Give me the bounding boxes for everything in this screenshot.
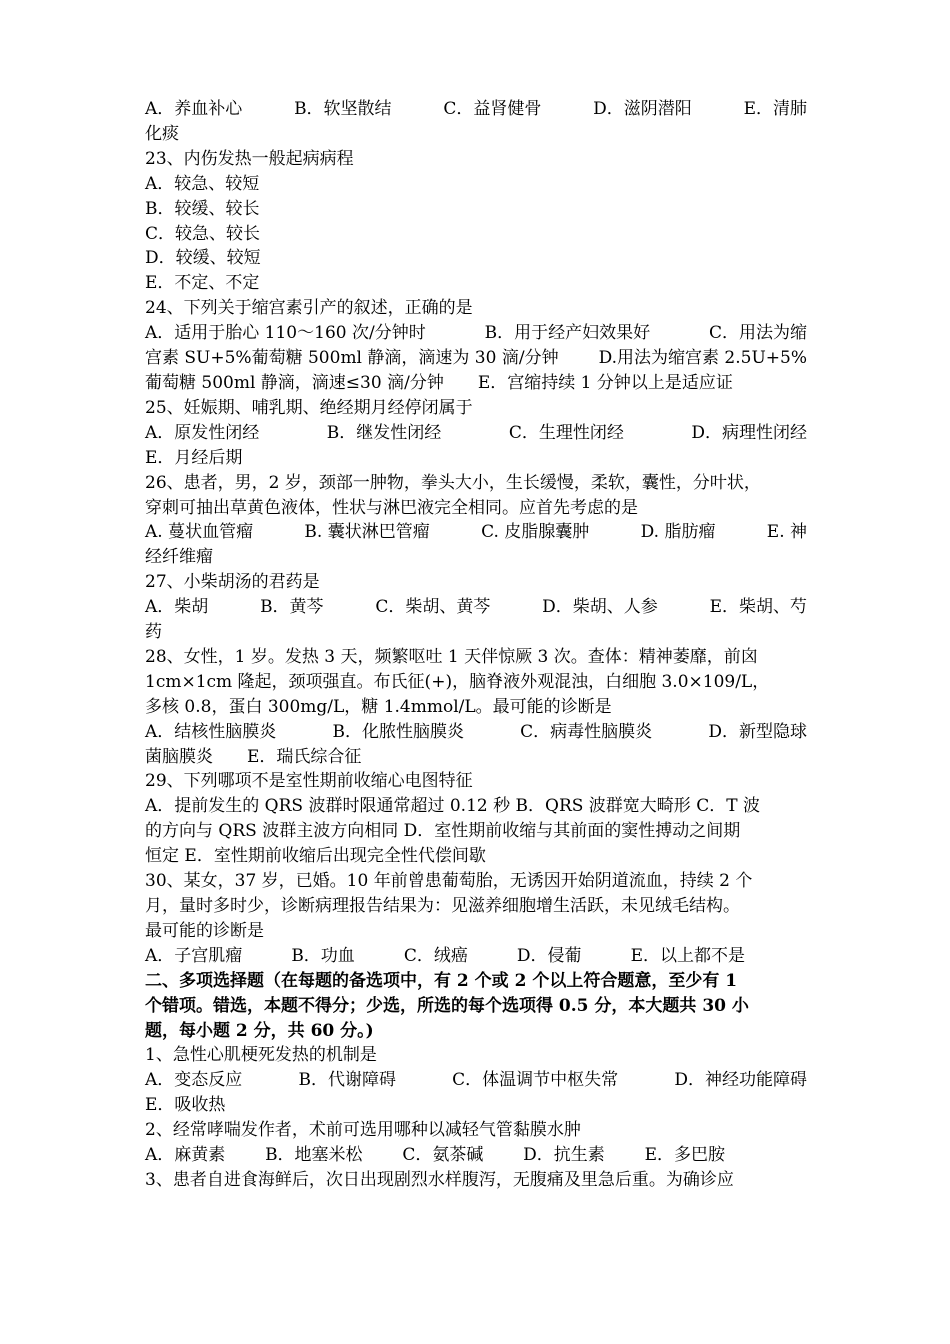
option: C．绒癌 (403, 945, 468, 966)
option: E．以上都不是 (630, 945, 745, 966)
option: C．益肾健骨 (443, 99, 542, 119)
question-24-stem: 24、下列关于缩宫素引产的叙述，正确的是 (145, 298, 473, 319)
option: C．病毒性脑膜炎 (520, 721, 653, 742)
q28-options-wrap (145, 745, 807, 770)
option: B．功血 (291, 945, 355, 966)
question-30-stem: 最可能的诊断是 (145, 920, 264, 941)
option: B．地塞米松 (265, 1145, 363, 1166)
option: A．原发性闭经 (145, 422, 260, 443)
q24-options-line (145, 346, 807, 371)
q22-options-wrap: 化痰 (145, 123, 179, 144)
option: E．月经后期 (145, 447, 243, 468)
section-heading: 个错项。错选，本题不得分；少选，所选的每个选项得 0.5 分，本大题共 30 小 (145, 995, 749, 1016)
option: E．吸收热 (145, 1095, 226, 1116)
option: B．较缓、较长 (145, 198, 260, 219)
option: D．病理性闭经 (691, 422, 807, 443)
option: 菌脑膜炎 (145, 746, 213, 767)
q29-options-line: A．提前发生的 QRS 波群时限通常超过 0.12 秒 B．QRS 波群宽大畸形 C．T 波 (145, 796, 760, 817)
option: E. 神 (766, 522, 807, 543)
option: A．麻黄素 (145, 1145, 226, 1166)
option: D．抗生素 (523, 1145, 605, 1166)
option: B．用于经产妇效果好 (484, 323, 651, 344)
question-26-stem: 穿刺可抽出草黄色液体，性状与淋巴液完全相同。应首先考虑的是 (145, 497, 638, 518)
option: B．代谢障碍 (298, 1070, 396, 1091)
option: B．化脓性脑膜炎 (332, 721, 464, 742)
m1-options-row (145, 1068, 807, 1093)
document-page (145, 97, 807, 1193)
q22-options-row (145, 97, 807, 122)
option: E．宫缩持续 1 分钟以上是适应证 (477, 372, 733, 393)
option: C．体温调节中枢失常 (452, 1070, 619, 1091)
q26-options-wrap: 经纤维瘤 (145, 547, 213, 568)
question-30-stem: 月，量时多时少，诊断病理报告结果为：见滋养细胞增生活跃，未见绒毛结构。 (145, 896, 740, 916)
option: D．较缓、较短 (145, 248, 261, 269)
option: C．较急、较长 (145, 223, 261, 244)
q25-options-row (145, 421, 807, 446)
question-25-stem: 25、妊娠期、哺乳期、绝经期月经停闭属于 (145, 397, 473, 418)
question-23-stem: 23、内伤发热一般起病病程 (145, 148, 354, 169)
option: B．黄芩 (260, 597, 324, 618)
q28-options-row (145, 720, 807, 745)
option: A．子宫肌瘤 (145, 945, 243, 966)
question-30-stem: 30、某女，37 岁，已婚。10 年前曾患葡萄胎，无诱因开始阴道流血，持续 2 个 (145, 871, 753, 892)
question-27-stem: 27、小柴胡汤的君药是 (145, 572, 320, 593)
option: E．柴胡、芍 (709, 597, 807, 618)
multi-question-1-stem: 1、急性心肌梗死发热的机制是 (145, 1045, 377, 1066)
q26-options-row (145, 520, 807, 545)
q30-options-row (145, 944, 745, 969)
section-heading: 二、多项选择题（在每题的备选项中，有 2 个或 2 个以上符合题意，至少有 1 (145, 970, 738, 991)
option: A. 蔓状血管瘤 (145, 522, 254, 543)
option: D. 脂肪瘤 (640, 522, 716, 543)
q27-options-wrap: 药 (145, 622, 162, 643)
question-28-stem: 28、女性，1 岁。发热 3 天，频繁呕吐 1 天伴惊厥 3 次。查体：精神萎靡，前囟 (145, 646, 758, 667)
question-26-stem: 26、患者，男，2 岁，颈部一肿物，拳头大小，生长缓慢，柔软，囊性，分叶状， (145, 472, 761, 493)
section-heading: 题，每小题 2 分，共 60 分。) (145, 1020, 374, 1041)
option: B．软坚散结 (294, 99, 392, 119)
option: E．多巴胺 (644, 1145, 725, 1166)
option: A．适用于胎心 110～160 次/分钟时 (145, 323, 426, 344)
option: B．继发性闭经 (326, 422, 442, 443)
option: A．柴胡 (145, 597, 209, 618)
option: E．不定、不定 (145, 273, 260, 294)
option: C. 皮脂腺囊肿 (481, 522, 590, 543)
q29-options-line: 恒定 E．室性期前收缩后出现完全性代偿间歇 (145, 846, 486, 867)
option: C．柴胡、黄芩 (375, 597, 491, 618)
option: E．清肺 (743, 99, 807, 119)
option: C．生理性闭经 (508, 422, 624, 443)
option: B. 囊状淋巴管瘤 (304, 522, 430, 543)
option: D．柴胡、人参 (542, 597, 658, 618)
m2-options-row (145, 1143, 725, 1168)
option: A．较急、较短 (145, 173, 260, 194)
option: D．新型隐球 (708, 721, 807, 742)
option: 宫素 SU+5%葡萄糖 500ml 静滴，滴速为 30 滴/分钟 (145, 348, 559, 369)
question-28-stem: 多核 0.8，蛋白 300mg/L，糖 1.4mmol/L。最可能的诊断是 (145, 696, 612, 717)
option: D.用法为缩宫素 2.5U+5% (598, 348, 807, 369)
question-28-stem: 1cm×1cm 隆起，颈项强直。布氏征(+)，脑脊液外观混浊，白细胞 3.0×109/L， (145, 671, 770, 692)
option: A．变态反应 (145, 1070, 243, 1091)
option: C．氨茶碱 (402, 1145, 484, 1166)
multi-question-2-stem: 2、经常哮喘发作者，术前可选用哪种以减轻气管黏膜水肿 (145, 1120, 581, 1141)
option: A．结核性脑膜炎 (145, 721, 277, 742)
option: E．瑞氏综合征 (247, 746, 362, 767)
option: D．神经功能障碍 (674, 1070, 807, 1091)
option: C．用法为缩 (708, 323, 807, 344)
multi-question-3-stem: 3、患者自进食海鲜后，次日出现剧烈水样腹泻，无腹痛及里急后重。为确诊应 (145, 1169, 734, 1190)
option: 葡萄糖 500ml 静滴，滴速≤30 滴/分钟 (145, 372, 444, 393)
option: D．滋阴潜阳 (593, 99, 692, 119)
question-29-stem: 29、下列哪项不是室性期前收缩心电图特征 (145, 771, 473, 792)
q27-options-row (145, 595, 807, 620)
q24-options-line (145, 321, 807, 346)
option: D．侵葡 (516, 945, 582, 966)
q24-options-line (145, 371, 807, 396)
option: A．养血补心 (145, 99, 243, 119)
q29-options-line: 的方向与 QRS 波群主波方向相同 D．室性期前收缩与其前面的窦性搏动之间期 (145, 821, 741, 842)
